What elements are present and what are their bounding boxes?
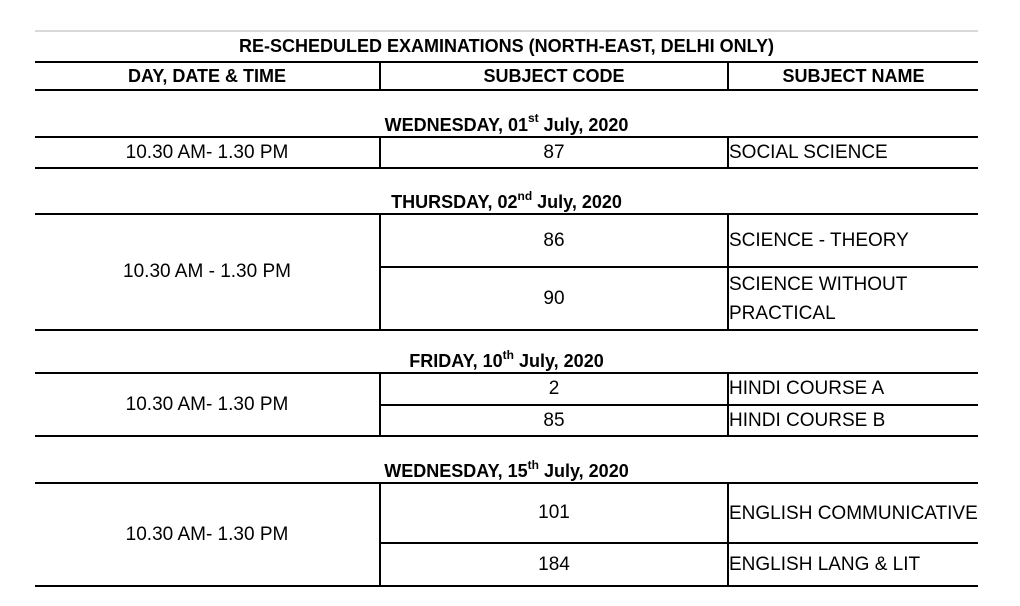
date-banner-row xyxy=(35,436,978,483)
subject-code-cell: 85 xyxy=(380,405,728,436)
date-text-prefix: WEDNESDAY, 01 xyxy=(384,115,528,135)
date-banner-row xyxy=(35,168,978,214)
exam-time-cell: 10.30 AM- 1.30 PM xyxy=(35,137,380,168)
exam-schedule-table xyxy=(35,30,978,587)
exam-date-wednesday-15-july xyxy=(35,436,978,483)
date-ordinal-suffix: th xyxy=(527,457,539,472)
subject-code-cell: 101 xyxy=(380,483,728,543)
exam-date-thursday-02-july xyxy=(35,168,978,214)
date-banner-row xyxy=(35,90,978,137)
exam-time-cell: 10.30 AM- 1.30 PM xyxy=(35,483,380,586)
exam-date-wednesday-01-july xyxy=(35,90,978,137)
date-text-suffix: July, 2020 xyxy=(513,351,604,372)
subject-code-cell: 2 xyxy=(380,373,728,404)
date-text-suffix: July, 2020 xyxy=(532,192,622,213)
date-text-suffix: July, 2020 xyxy=(538,115,629,135)
column-header-subject-name: SUBJECT NAME xyxy=(728,62,978,90)
subject-name-cell: SCIENCE WITHOUT PRACTICAL xyxy=(728,267,978,330)
subject-code-cell: 184 xyxy=(380,543,728,586)
subject-name-cell: ENGLISH LANG & LIT xyxy=(728,543,978,586)
date-text-prefix: FRIDAY, 10 xyxy=(409,351,503,372)
exam-date-friday-10-july xyxy=(35,330,978,373)
exam-row xyxy=(35,214,978,267)
subject-name-cell: ENGLISH COMMUNICATIVE xyxy=(728,483,978,543)
table-title: RE-SCHEDULED EXAMINATIONS (NORTH-EAST, DELHI ONLY) xyxy=(35,31,978,62)
date-text-prefix: WEDNESDAY, 15 xyxy=(384,461,528,482)
subject-name-cell: HINDI COURSE A xyxy=(728,373,978,404)
column-header-subject-code: SUBJECT CODE xyxy=(380,62,728,90)
date-text-prefix: THURSDAY, 02 xyxy=(391,192,518,213)
exam-row xyxy=(35,137,978,168)
exam-row xyxy=(35,483,978,543)
subject-code-cell: 87 xyxy=(380,137,728,168)
date-ordinal-suffix: st xyxy=(527,111,539,126)
subject-name-cell: SCIENCE - THEORY xyxy=(728,214,978,267)
date-banner-row xyxy=(35,330,978,373)
exam-time-cell: 10.30 AM- 1.30 PM xyxy=(35,373,380,436)
subject-code-cell: 90 xyxy=(380,267,728,330)
column-header-day-date-time: DAY, DATE & TIME xyxy=(35,62,380,90)
date-ordinal-suffix: th xyxy=(502,347,514,362)
table-header-row xyxy=(35,62,978,90)
date-ordinal-suffix: nd xyxy=(517,188,533,203)
exam-row xyxy=(35,373,978,404)
exam-time-cell: 10.30 AM - 1.30 PM xyxy=(35,214,380,330)
subject-name-cell: HINDI COURSE B xyxy=(728,405,978,436)
table-title-row xyxy=(35,31,978,62)
subject-code-cell: 86 xyxy=(380,214,728,267)
date-text-suffix: July, 2020 xyxy=(538,461,629,482)
subject-name-cell: SOCIAL SCIENCE xyxy=(728,137,978,168)
